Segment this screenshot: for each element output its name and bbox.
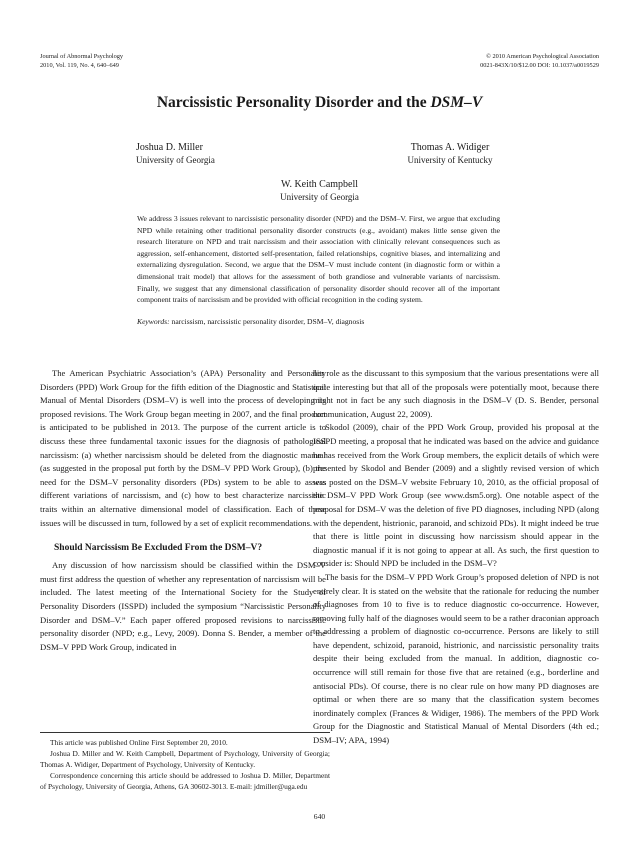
section-heading: Should Narcissism Be Excluded From the DSM–V? (54, 543, 263, 554)
body-column-left (40, 367, 326, 654)
author-name: W. Keith Campbell (280, 179, 359, 190)
author-name: Thomas A. Widiger (410, 142, 490, 153)
author-name: Joshua D. Miller (136, 142, 203, 153)
journal-volume: 2010, Vol. 119, No. 4, 640–649 (40, 62, 119, 69)
copyright-info (480, 52, 599, 70)
abstract (137, 213, 500, 327)
author-2 (390, 142, 510, 166)
author-affiliation: University of Georgia (280, 192, 359, 202)
body-column-right (313, 367, 599, 748)
doi: 0021-843X/10/$12.00 DOI: 10.1037/a0019529 (480, 62, 599, 69)
copyright: © 2010 American Psychological Association (486, 53, 599, 60)
author-affiliation: University of Kentucky (407, 155, 493, 165)
paragraph: her role as the discussant to this symposium that the various presentations were all quite interesting but that all of the proposals were potentially moot, because there might not in fact be any such diagnosis in the DSM–V (D. S. Bender, personal communication, August 22, 2009). (313, 368, 599, 419)
author-3 (0, 179, 639, 203)
keywords (137, 316, 500, 328)
paragraph: The American Psychiatric Association’s (APA) Personality and Personality Disorders (PPD) Work Group for the fifth edition of the Diagnostic and Statistical Manual of Mental Disorders (DSM–V) is well into the process of developing its proposed revisions. The Work Group began meeting in 2007, and the final product is anticipated to be published in 2013. The purpose of the current article is to discuss these three fundamental taxonic issues for the diagnosis of pathological narcissism: (a) whether narcissism should be deleted from the diagnostic manual (as suggested in the proposal put forth by the DSM–V PPD Work Group), (b) the need for the DSM–V personality disorders (PDs) system to be able to assess different variations of narcissism, and (c) how to best characterize narcissistic traits within an alternative dimensional model of classification. Each of these issues will be discussed in turn, followed by a set of explicit recommendations. (40, 368, 326, 528)
paragraph: The basis for the DSM–V PPD Work Group’s proposed deletion of NPD is not entirely clear. It is stated on the website that the rationale for reducing the number of diagnoses from 10 to five is to reduce diagnostic co-occurrence. However, removing fully half of the diagnoses would seem to be a rather draconian approach to addressing a problem of diagnostic co-occurrence. Persons are likely to still have dependent, schizoid, paranoid, histrionic, and narcissistic personality traits despite their being excluded from the manual. In addition, diagnostic co-occurrence will still remain for those five that are retained (e.g., borderline and antisocial PDs). Of course, there is no clear rule on how many PD diagnoses are optimal or when there are so many that the classification system becomes inordinately complex (Frances & Widiger, 1986). The members of the PPD Work Group for the Diagnostic and Statistical Manual of Mental Disorders (4th ed.; DSM–IV; APA, 1994) (313, 571, 599, 746)
title-main: Narcissistic Personality Disorder and the (156, 94, 431, 111)
journal-info (40, 52, 123, 70)
title-em: DSM–V (430, 94, 483, 111)
footnote: This article was published Online First September 20, 2010. (50, 738, 228, 747)
keywords-list: narcissism, narcissistic personality disorder, DSM–V, diagnosis (169, 316, 365, 326)
journal-name: Journal of Abnormal Psychology (40, 53, 124, 60)
footnotes (40, 737, 330, 792)
paragraph: Skodol (2009), chair of the PPD Work Group, provided his proposal at the ISSPD meeting, a proposal that he indicated was based on the advice and guidance he has received from the Work Group members, the explicit details of which were presented by Skodol and Bender (2009) and a slightly revised version of which was posted on the DSM–V website February 10, 2010, as the official proposal of the DSM–V PPD Work Group (see www.dsm5.org). One notable aspect of the proposal for DSM–V was the deletion of five PD diagnoses, including NPD (along with the dependent, histrionic, paranoid, and schizoid PDs). It might indeed be true that there is little point in discussing how narcissism should appear in the diagnostic manual if it is not going to appear at all. As such, the first question to consider is: Should NPD be included in the DSM–V? (313, 422, 599, 569)
keywords-label: Keywords: (137, 316, 170, 326)
paragraph: Any discussion of how narcissism should be classified within the DSM–V must first address the question of whether any representation of narcissism will be included. The latest meeting of the International Society for the Study of Personality Disorders (ISSPD) included the symposium “Narcissistic Personality Disorder and DSM–V.” Each paper offered proposed revisions to narcissistic personality disorder (NPD; e.g., Levy, 2009). Donna S. Bender, a member of the DSM–V PPD Work Group, indicated in (40, 560, 326, 652)
page-number: 640 (313, 812, 326, 821)
author-affiliation: University of Georgia (136, 155, 215, 165)
article-title (0, 94, 639, 112)
footnote: Joshua D. Miller and W. Keith Campbell, Department of Psychology, University of Georgia; Thomas A. Widiger, Department of Psychology, University of Kentucky. (40, 749, 330, 769)
abstract-text: We address 3 issues relevant to narcissistic personality disorder (NPD) and the DSM–V. First, we argue that excluding NPD while retaining other traditional personality disorder constructs (e.g., avoidant) makes little sense given the research literature on NPD and trait narcissism and their association with clinically relevant consequences such as aggression, self-enhancement, distorted self-presentation, failed relationships, cognitive biases, and internalizing and externalizing dysregulation. Second, we argue that the DSM–V must include content (in diagnostic form or within a dimensional trait model) that allows for the assessment of both grandiose and vulnerable variants of narcissism. Finally, we suggest that any dimensional classification of personality disorder should recover all of the important component traits of narcissism and be provided with official recognition in the coding system. (137, 214, 500, 305)
footnote-divider (40, 732, 330, 733)
footnote: Correspondence concerning this article should be addressed to Joshua D. Miller, Department of Psychology, University of Georgia, Athens, GA 30602-3013. E-mail: jdmiller@uga.edu (40, 771, 330, 791)
author-1 (136, 142, 266, 166)
